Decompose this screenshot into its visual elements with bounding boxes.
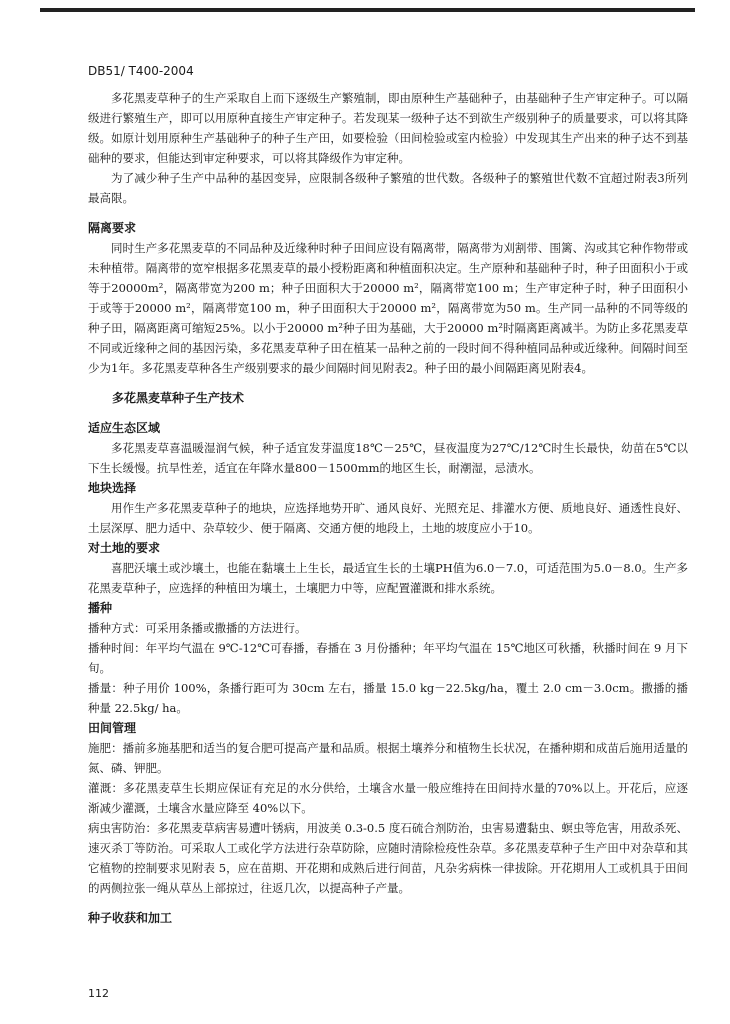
pest-control-paragraph: 病虫害防治：多花黑麦草病害易遭叶锈病，用波美 0.3-0.5 度石硫合剂防治，虫害易遭黏虫、螟虫等危害，用敌杀死、速灭杀丁等防治。可采取人工或化学方法进行杂草防除，应随时清除检疫性杂草。多花黑麦草种子生产田中对杂草和其它植物的控制要求见附表 5，应在苗期、开花期和成熟后进行间苗，凡杂劣病株一律拔除。开花期用人工或机具于田间的两侧拉张一绳从草丛上部掠过，往返几次，以提高种子产量。: [88, 821, 688, 895]
tech-heading: 多花黑麦草种子生产技术: [112, 391, 245, 405]
eco-paragraph: 多花黑麦草喜温暖湿润气候，种子适宜发芽温度18℃－25℃，昼夜温度为27℃/12℃时生长最快，幼苗在5℃以下生长缓慢。抗旱性差，适宜在年降水量800－1500mm的地区生长，耐潮湿，忌渍水。: [88, 441, 688, 475]
page-number: 112: [88, 987, 109, 1000]
isolation-heading: 隔离要求: [88, 221, 137, 235]
land-paragraph: 用作生产多花黑麦草种子的地块，应选择地势开旷、通风良好、光照充足、排灌水方便、质地良好、通透性良好、土层深厚、肥力适中、杂草较少、便于隔离、交通方便的地段上，土地的坡度应小于10。: [88, 501, 688, 535]
sow-method-paragraph: 播种方式：可采用条播或撒播的方法进行。: [88, 621, 307, 635]
harvest-heading: 种子收获和加工: [88, 911, 173, 925]
document-body: [88, 88, 688, 928]
intro-paragraph-1: 多花黑麦草种子的生产采取自上而下逐级生产繁殖制，即由原种生产基础种子，由基础种子生产审定种子。可以隔级进行繁殖生产，即可以用原种直接生产审定种子。若发现某一级种子达不到欲生产级别种子的质量要求，可以将其降级。如原计划用原种生产基础种子的种子生产田，如要检验（田间检验或室内检验）中发现其生产出来的种子达不到基础种的要求，但能达到审定种要求，可以将其降级作为审定种。: [88, 91, 688, 165]
top-rule: [40, 8, 695, 12]
intro-paragraph-2: 为了减少种子生产中品种的基因变异，应限制各级种子繁殖的世代数。各级种子的繁殖世代数不宜超过附表3所列最高限。: [88, 171, 688, 205]
sow-rate-paragraph: 播量：种子用价 100%，条播行距可为 30cm 左右，播量 15.0 kg－22.5kg/ha，覆土 2.0 cm－3.0cm。撒播的播种量 22.5kg/ ha。: [88, 681, 688, 715]
irrigate-paragraph: 灌溉：多花黑麦草生长期应保证有充足的水分供给，土壤含水量一般应维持在田间持水量的70%以上。开花后，应逐渐减少灌溉，土壤含水量应降至 40%以下。: [88, 781, 688, 815]
soil-heading: 对土地的要求: [88, 541, 161, 555]
isolation-paragraph: 同时生产多花黑麦草的不同品种及近缘种时种子田间应设有隔离带，隔离带为刈割带、围篱、沟或其它种作物带或未种植带。隔离带的宽窄根据多花黑麦草的最小授粉距离和种植面积决定。生产原种和基础种子时，种子田面积小于或等于20000m²，隔离带宽为200 m；种子田面积大于20000 m²，隔离带宽100 m；生产审定种子时，种子田面积小于或等于20000 m²，隔离带宽100 m，种子田面积大于20000 m²，隔离带宽为50 m。生产同一品种的不同等级的种子田，隔离距离可缩短25%。以小于20000 m²种子田为基础，大于20000 m²时隔离距离减半。为防止多花黑麦草不同或近缘种之间的基因污染，多花黑麦草种子田在植某一品种之前的一段时间不得种植同品种或近缘种。间隔时间至少为1年。多花黑麦草种各生产级别要求的最少间隔时间见附表2。种子田的最小间隔距离见附表4。: [88, 241, 688, 375]
eco-heading: 适应生态区域: [88, 421, 161, 435]
land-heading: 地块选择: [88, 481, 137, 495]
standard-code: DB51/ T400-2004: [88, 64, 194, 78]
field-management-heading: 田间管理: [88, 721, 137, 735]
sow-time-paragraph: 播种时间：年平均气温在 9℃-12℃可春播，春播在 3 月份播种；年平均气温在 15℃地区可秋播，秋播时间在 9 月下旬。: [88, 641, 688, 675]
sow-heading: 播种: [88, 601, 113, 615]
soil-paragraph: 喜肥沃壤土或沙壤土，也能在黏壤土上生长，最适宜生长的土壤PH值为6.0－7.0，可适范围为5.0－8.0。生产多花黑麦草种子，应选择的种植田为壤土，土壤肥力中等，应配置灌溉和排水系统。: [88, 561, 688, 595]
fertilize-paragraph: 施肥：播前多施基肥和适当的复合肥可提高产量和品质。根据土壤养分和植物生长状况，在播种期和成苗后施用适量的氮、磷、钾肥。: [88, 741, 688, 775]
